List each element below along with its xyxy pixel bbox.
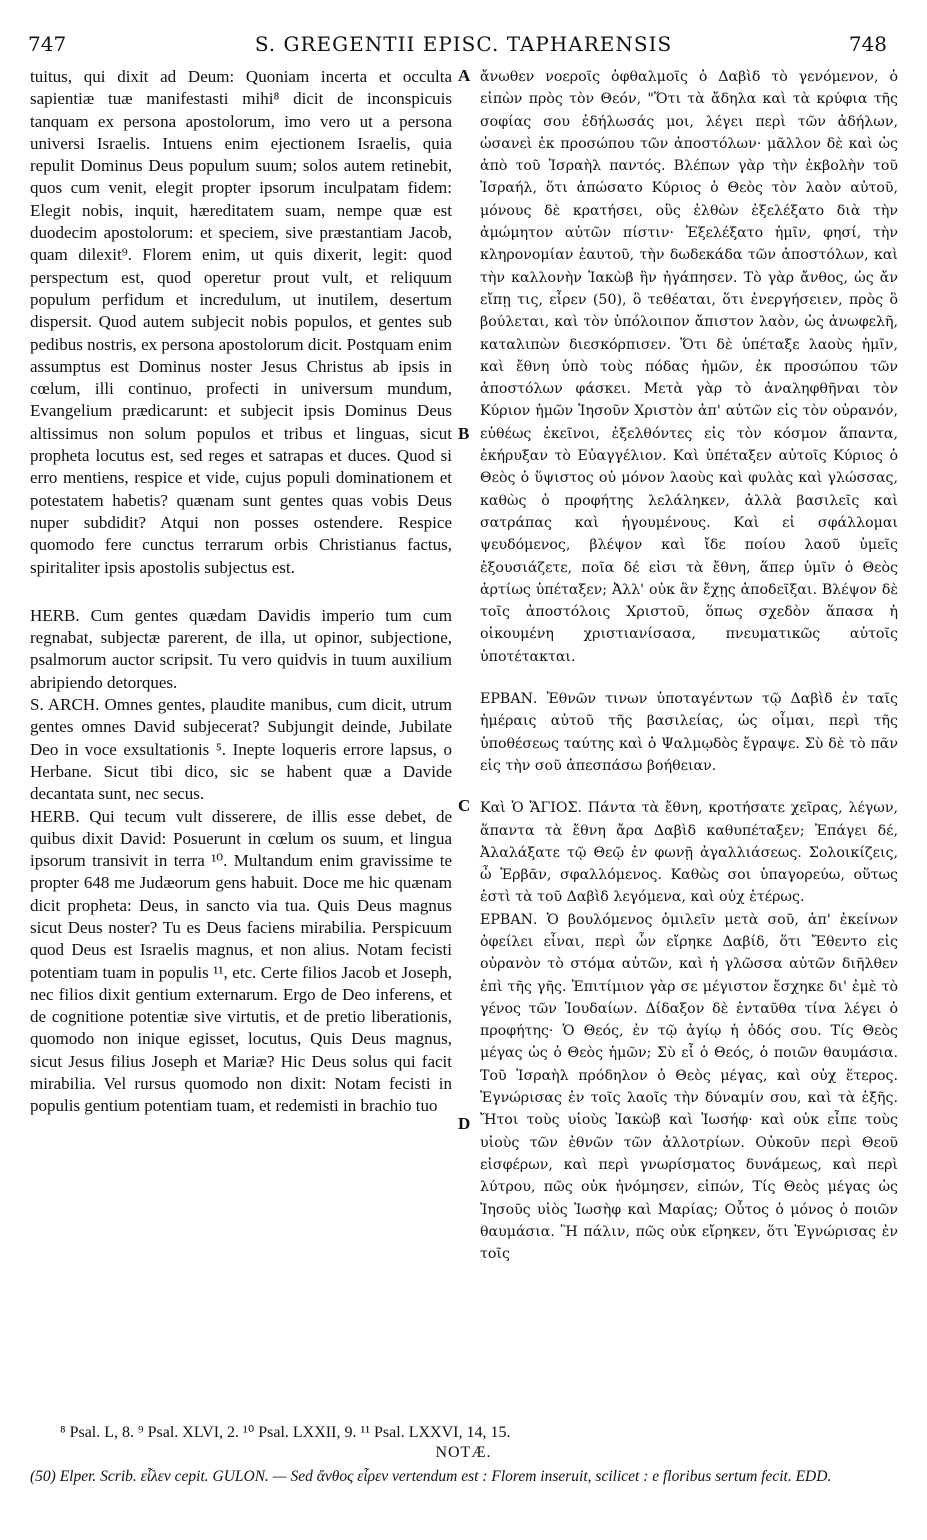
latin-paragraph-1: tuitus, qui dixit ad Deum: Quoniam incerta et occulta sapientiæ tuæ manifestasti mihi⁸ dicit de inconspicuis tanquam ex persona apostolorum, imo vero ut a persona universi Israelis. Intuens enim ejectionem Israelis, quia repulit Dominus Deus populum suum; solos autem retinebit, quos cum venit, elegit propter ipsorum inculpatam fidem: Elegit nobis, inquit, hæreditatem suam, nempe quæ est duodecim apostolorum: et speciem, sive præstantiam Jacob, quam dilexit⁹. Florem enim, ut quis dixerit, legit: quod perspectum est, quod operetur prout vult, et reliquum populum perfidum et incredulum, ut inutilem, desertum dispersit. Quod autem subjecit nobis populos, et gentes sub pedibus nostris, ex persona apostolorum dicit. Postquam enim assumptus est Dominus noster Jesus Christus ab ipsis in cœlum, illi continuo, profecti in universum mundum, Evangelium prædicarunt: et subjecit ipsis Dominus Deus altissimus non solum populos et tribus et linguas, sicut propheta locutus est, sed reges et satrapas et duces. Quod si erro mentiens, respice et vide, cujus populi dominationem et potestatem habetis? quænam sunt gentes quas vobis Deus nuper subdidit? Atqui non posses ostendere. Respice quomodo fere cunctus terrarum orbis Christianus factus, spiritaliter ipsis apostolis subjectus est. xyxy=(30,67,452,577)
margin-letter-a: A xyxy=(458,66,471,85)
latin-paragraph-2: HERB. Cum gentes quædam Davidis imperio tum cum regnabat, subjectæ parerent, de illa, ut opinor, subjectione, psalmorum auctor scripsit. Tu vero quidvis in tuum auxilium abripiendo detorques. xyxy=(30,605,452,692)
page-number-right: 748 xyxy=(848,32,887,56)
notae-text: (50) Elper. Scrib. εἷλεν cepit. GULON. — Sed ἄνθος εἶρεν vertendum est : Florem inseruit, scilicet : e floribus sertum fecit. EDD. xyxy=(30,1468,832,1485)
page-number-left: 747 xyxy=(28,32,67,56)
greek-paragraph-3: Καὶ Ὁ ἍΓΙΟΣ. Πάντα τὰ ἔθνη, κροτήσατε χεῖρας, λέγων, ἅπαντα τὰ ἔθνη ἄρα Δαβὶδ καθυπέταξεν; Ἐπάγει δέ, Ἀλαλάξατε τῷ Θεῷ ἐν φωνῇ ἀγαλλιάσεως. Σολοικίζεις, ὦ Ἑρβᾶν, σφαλλόμενος. Καθὼς σοι ὑπαγορεύω, οὕτως ἐστὶ τὰ τοῦ Δαβὶδ λεγόμενα, καὶ οὐχ ἑτέρως. xyxy=(480,800,898,906)
greek-column xyxy=(480,66,898,1265)
latin-column xyxy=(30,66,452,1118)
margin-letter-b: B xyxy=(458,424,470,443)
greek-paragraph-4: ΕΡΒΑΝ. Ὁ βουλόμενος ὁμιλεῖν μετὰ σοῦ, ἀπ' ἐκείνων ὀφείλει εἶναι, περὶ ὧν εἴρηκε Δαβίδ, ὅτι Ἔθεντο εἰς οὐρανὸν τὸ στόμα αὐτῶν, καὶ ἡ γλῶσσα αὐτῶν διῆλθεν ἐπὶ τῆς γῆς. Ἐπιτίμιον γὰρ σε μέγιστον ἔσχηκε δι' ἐμὲ τὸ γένος τῶν Ἰουδαίων. Δίδαξον δὲ ἐνταῦθα τίνα λέγει ὁ προφήτης· Ὁ Θεός, ἐν τῷ ἁγίῳ ἡ ὁδός σου. Τίς Θεὸς μέγας ὡς ὁ Θεὸς ἡμῶν; Σὺ εἶ ὁ Θεός, ὁ ποιῶν θαυμάσια. Τοῦ Ἰσραὴλ πρόδηλον ὁ Θεὸς μέγας, καὶ οὐχ ἕτερος. Ἐγνώρισας ἐν τοῖς λαοῖς τὴν δύναμίν σου, καὶ τὰ ἑξῆς. Ἤτοι τοὺς υἱοὺς Ἰακὼβ καὶ Ἰωσήφ· καὶ οὐκ εἶπε τοὺς υἱοὺς τῶν ἐθνῶν τῶν ἀλλοτρίων. Οὐκοῦν περὶ Θεοῦ εἰσφέρων, καὶ περὶ γνωρίσματος δυνάμεως, καὶ περὶ λύτρου, πῶς οὐκ ἠνόμησεν, εἰπών, Τίς Θεὸς μέγας ὡς Ἰησοῦς υἱὸς Ἰωσὴφ καὶ Μαρίας; Οὗτος ὁ μόνος ὁ ποιῶν θαυμάσια. Ἢ πάλιν, πῶς οὐκ εἴρηκεν, ὅτι Ἐγνώρισας ἐν τοῖς xyxy=(480,911,898,1263)
notae-heading: NOTÆ. xyxy=(435,1444,492,1461)
margin-letter-c: C xyxy=(458,796,471,815)
greek-paragraph-1: ἄνωθεν νοεροῖς ὀφθαλμοῖς ὁ Δαβὶδ τὸ γενόμενον, ὁ εἰπὼν πρὸς τὸν Θεόν, "Ὅτι τὰ ἄδηλα καὶ τὰ κρύφια τῆς σοφίας σου ἐδήλωσάς μοι, λέγει περὶ τῶν ἀδήλων, ὡσανεὶ ἐκ προσώπου τῶν ἀποστόλων· μᾶλλον δὲ καὶ ὡς ἀπὸ τοῦ Ἰσραὴλ παντός. Βλέπων γὰρ τὴν ἐκβολὴν τοῦ Ἰσραήλ, ὅτι ἀπώσατο Κύριος ὁ Θεὸς τὸν λαὸν αὐτοῦ, μόνους δὲ κρατήσει, οὓς ἐλθὼν ἐξελέξατο διὰ τὴν ἀμώμητον αὐτῶν πίστιν· Ἐξελέξατο ἡμῖν, φησί, τὴν κληρονομίαν ἑαυτοῦ, τὴν δωδεκάδα τῶν ἀποστόλων, καὶ τὴν καλλονὴν Ἰακὼβ ἣν ἠγάπησεν. Τὸ γὰρ ἄνθος, ὡς ἄν εἴπῃ τις, εἶρεν (50), ὃ τεθέαται, ὅτι ἐνεργήσειεν, πρὸς ὃ βούλεται, καὶ τὸν ὑπόλοιπον ἄπιστον λαὸν, ὡς ἀνωφελῆ, καταλιπὼν διεσκόρπισεν. Ὅτι δὲ ὑπέταξε λαοὺς ἡμῖν, καὶ ἔθνη ὑπὸ τοὺς πόδας ἡμῶν, ἐκ προσώπου τῶν ἀποστόλων φάσκει. Μετὰ γὰρ τὸ ἀναληφθῆναι τὸν Κύριον ἡμῶν Ἰησοῦν Χριστὸν ἀπ' αὐτῶν εἰς τὸν οὐρανόν, εὐθέως ἐκεῖνοι, ἐξελθόντες εἰς τὸν κόσμον ἅπαντα, ἐκήρυξαν τὸ Εὐαγγέλιον. Καὶ ὑπέταξεν αὐτοῖς Κύριος ὁ Θεὸς ὁ ὕψιστος οὐ μόνον λαοὺς καὶ φυλὰς καὶ γλώσσας, καθὼς ὁ προφήτης λελάληκεν, ἀλλὰ βασιλεῖς καὶ σατράπας καὶ ἡγουμένους. Καὶ εἰ σφάλλομαι ψευδόμενος, βλέψον καὶ ἴδε ποίου λαοῦ ὑμεῖς ἐξουσιάζετε, ποῖα δέ εἰσι τὰ ἔθνη, ἅπερ ὑμῖν ὁ Θεὸς ἀρτίως ὑπέταξεν; Ἀλλ' οὐκ ἂν ἔχῃς ἀποδεῖξαι. Βλέψον δὲ τοῖς ἀποστόλοις Χριστοῦ, ὅπως σχεδὸν ἅπασα ἡ οἰκουμένη χριστιανίσασα, πνευματικῶς αὐτοῖς ὑποτέτακται. xyxy=(480,69,898,665)
latin-paragraph-3: S. ARCH. Omnes gentes, plaudite manibus, cum dicit, utrum gentes omnes David subjecerat? Subjungit deinde, Jubilate Deo in voce exsultationis ⁵. Inepte loqueris errore lapsus, o Herbane. Sicut tibi dico, sic se habent quæ a Davide decantata sunt, nec secus. xyxy=(30,695,452,804)
margin-letter-d: D xyxy=(458,1114,471,1133)
running-title: S. GREGENTII EPISC. TAPHARENSIS xyxy=(254,32,673,56)
greek-paragraph-2: ΕΡΒΑΝ. Ἐθνῶν τινων ὑποταγέντων τῷ Δαβὶδ ἐν ταῖς ἡμέραις αὐτοῦ τῆς βασιλείας, ὡς οἶμαι, περὶ τῆς ὑποθέσεως ταύτης καὶ ὁ Ψαλμῳδὸς ἔγραψε. Σὺ δὲ τὸ πᾶν εἰς τὴν σοῦ ἀπεσπάσω βοήθειαν. xyxy=(480,691,898,774)
latin-paragraph-4: HERB. Qui tecum vult disserere, de illis esse debet, de quibus dixit David: Posuerunt in cœlum os suum, et lingua ipsorum transivit in terra ¹⁰. Multandum enim gravissime te propter 648 me Judæorum gens habuit. Doce me hic quænam dicit propheta: Deus, in sancto via tua. Quis Deus magnus sicut Deus noster? Tu es Deus faciens mirabilia. Perspicuum quod Deus est Israelis magnus, et non alius. Notam fecisti potentiam tuam in populis ¹¹, etc. Certe filios Jacob et Joseph, nec filios dixit gentium externarum. Ergo de Deo inferens, et de cognitione potentiæ sive virtutis, et de pretio liberationis, quomodo non inique egisset, locutus, Quis Deus magnus, sicut Jesus filius Joseph et Mariæ? Hic Deus solus qui facit mirabilia. Vel rursus quomodo non dixit: Notam fecisti in populis gentium potentiam tuam, et redemisti in brachio tuo xyxy=(30,806,452,1116)
footnotes: ⁸ Psal. L, 8. ⁹ Psal. XLVI, 2. ¹⁰ Psal. LXXII, 9. ¹¹ Psal. LXXVI, 14, 15. xyxy=(60,1424,511,1441)
